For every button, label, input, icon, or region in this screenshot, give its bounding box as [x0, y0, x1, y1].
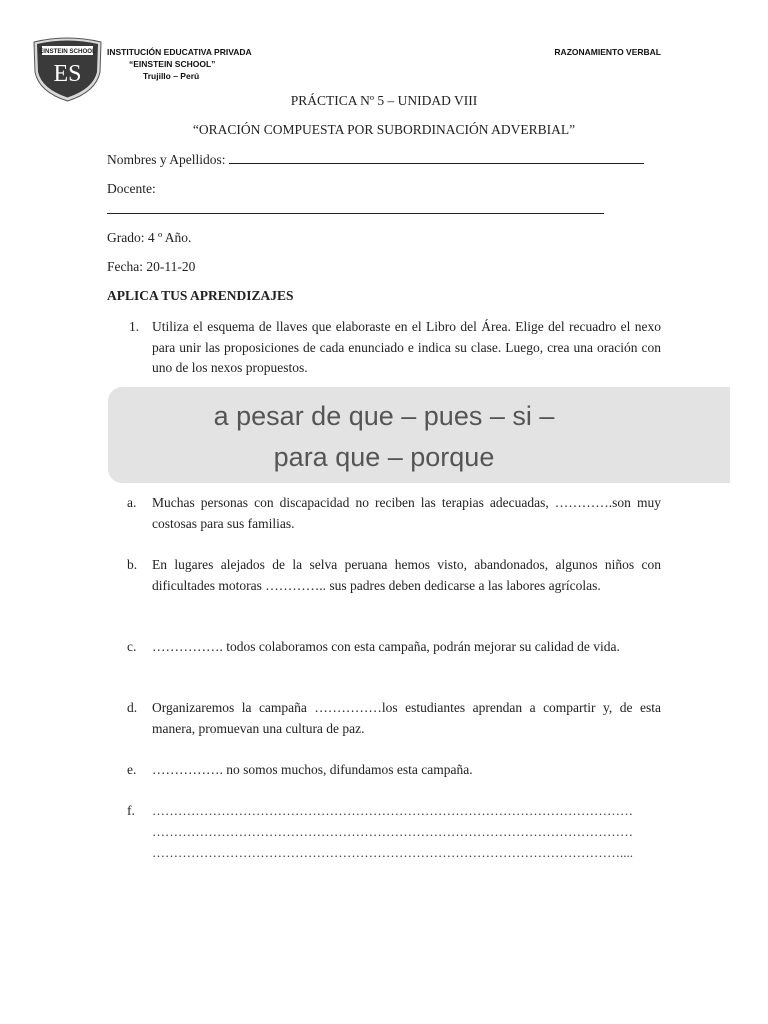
item-marker: f.: [127, 803, 135, 818]
date-label: Fecha: 20-11-20: [107, 259, 196, 274]
subject-label: RAZONAMIENTO VERBAL: [554, 47, 661, 57]
school-name-line2: “EINSTEIN SCHOOL”: [129, 59, 216, 69]
list-item: [107, 555, 661, 596]
answer-line-1[interactable]: …………………………………………………………………………………………………: [152, 803, 633, 818]
item-text: Muchas personas con discapacidad no reciben las terapias adecuadas, ………….son muy costosas para sus familias.: [152, 495, 661, 531]
item-text: ……………. todos colaboramos con esta campaña, podrán mejorar su calidad de vida.: [152, 639, 620, 654]
section-title: APLICA TUS APRENDIZAJES: [107, 288, 294, 303]
logo-monogram: ES: [53, 61, 82, 87]
list-item: [107, 760, 661, 781]
nexus-line-1: a pesar de que – pues – si –: [213, 401, 555, 431]
instruction-marker: 1.: [129, 319, 140, 334]
list-item: [107, 698, 661, 739]
instruction-item: [107, 317, 661, 379]
list-item: [107, 493, 661, 534]
item-marker: b.: [127, 557, 138, 572]
instruction-text: Utiliza el esquema de llaves que elaboraste en el Libro del Área. Elige del recuadro el nexo para unir las proposiciones de cada enunciado e indica su clase. Luego, crea una oración con uno de los nexos propuestos.: [152, 319, 661, 375]
logo-top-text: EINSTEIN SCHOOL: [39, 48, 96, 56]
names-field[interactable]: [107, 151, 644, 168]
school-name-line1: INSTITUCIÓN EDUCATIVA PRIVADA: [107, 47, 252, 57]
teacher-label: Docente:: [107, 181, 156, 196]
school-location: Trujillo – Perú: [143, 71, 200, 81]
item-marker: c.: [127, 639, 137, 654]
item-text: Organizaremos la campaña ……………los estudiantes aprendan a compartir y, de esta manera, promuevan una cultura de paz.: [152, 700, 661, 736]
item-marker: e.: [127, 762, 137, 777]
item-text: ……………. no somos muchos, difundamos esta campaña.: [152, 762, 473, 777]
page-subtitle: “ORACIÓN COMPUESTA POR SUBORDINACIÓN ADVERBIAL”: [192, 122, 576, 137]
page-title: PRÁCTICA Nº 5 – UNIDAD VIII: [290, 93, 478, 108]
answer-line-2[interactable]: …………………………………………………………………………………………………: [152, 824, 633, 839]
item-marker: d.: [127, 700, 138, 715]
nexus-line-2: para que – porque: [273, 442, 495, 472]
school-header: [107, 46, 277, 82]
answer-line-3[interactable]: ………………………………………………………………………………………………....: [152, 845, 633, 860]
grade-label: Grado: 4 º Año.: [107, 230, 192, 245]
names-label: Nombres y Apellidos:: [107, 152, 226, 167]
names-blank[interactable]: [229, 151, 644, 164]
item-text: En lugares alejados de la selva peruana hemos visto, abandonados, algunos niños con dificultades motoras ………….. sus padres deben dedicarse a las labores agrícolas.: [152, 557, 661, 593]
list-item: [107, 637, 661, 658]
teacher-blank[interactable]: [107, 213, 604, 214]
item-marker: a.: [127, 495, 137, 510]
